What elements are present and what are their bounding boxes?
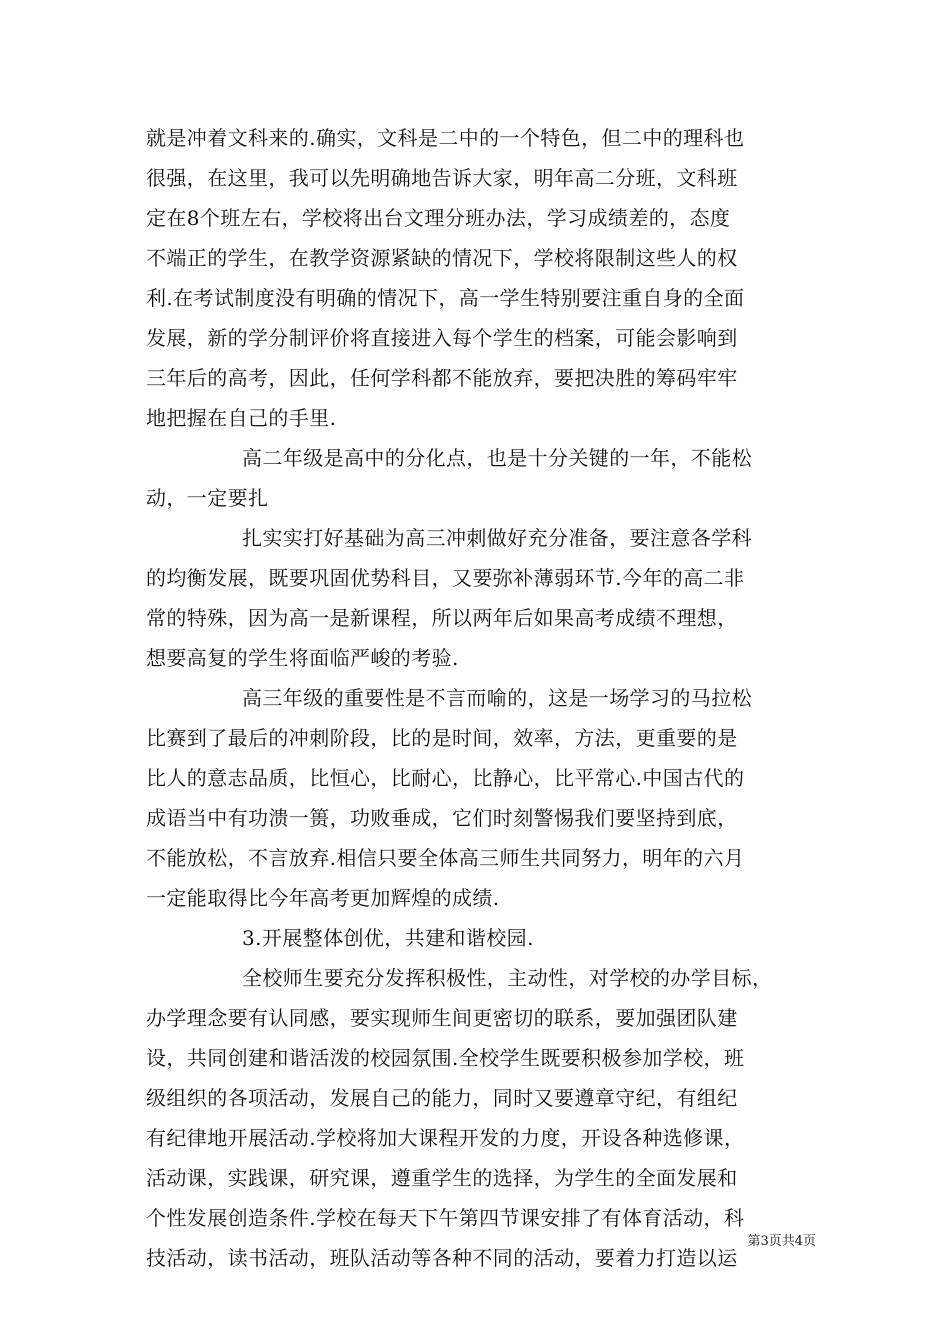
- text-line: 比人的意志品质，比恒心，比耐心，比静心，比平常心.中国古代的: [146, 766, 745, 790]
- body-text: [146, 118, 818, 1278]
- text-line: 利.在考试制度没有明确的情况下，高一学生特别要注重自身的全面: [146, 286, 745, 310]
- text-line: 常的特殊，因为高一是新课程，所以两年后如果高考成绩不理想，: [146, 606, 738, 630]
- text-line: 个性发展创造条件.学校在每天下午第四节课安排了有体育活动，科: [146, 1206, 745, 1230]
- text-line: 活动课，实践课，研究课，遵重学生的选择，为学生的全面发展和: [146, 1166, 738, 1190]
- text-line: 不端正的学生，在教学资源紧缺的情况下，学校将限制这些人的权: [146, 246, 738, 270]
- text-line: 想要高复的学生将面临严峻的考验.: [146, 646, 459, 670]
- text-line: 就是冲着文科来的.确实，文科是二中的一个特色，但二中的理科也: [146, 126, 745, 150]
- text-line: 成语当中有功溃一篑，功败垂成，它们时刻警惕我们要坚持到底，: [146, 806, 738, 830]
- text-line: 的均衡发展，既要巩固优势科目，又要弥补薄弱环节.今年的高二非: [146, 566, 745, 590]
- text-line: 三年后的高考，因此，任何学科都不能放弃，要把决胜的筹码牢牢: [146, 366, 738, 390]
- page-number: 第3页共4页: [747, 1234, 816, 1249]
- text-line: 很强，在这里，我可以先明确地告诉大家，明年高二分班，文科班: [146, 166, 738, 190]
- text-line: 发展，新的学分制评价将直接进入每个学生的档案，可能会影响到: [146, 326, 738, 350]
- text-line: 一定能取得比今年高考更加辉煌的成绩.: [146, 886, 500, 910]
- text-line: 技活动，读书活动，班队活动等各种不同的活动，要着力打造以运: [146, 1246, 738, 1270]
- paragraph-start-line: 高三年级的重要性是不言而喻的，这是一场学习的马拉松: [242, 686, 752, 710]
- text-line: 有纪律地开展活动.学校将加大课程开发的力度，开设各种选修课，: [146, 1126, 745, 1150]
- section-heading: 3.开展整体创优，共建和谐校园.: [242, 926, 534, 950]
- text-line: 级组织的各项活动，发展自己的能力，同时又要遵章守纪，有组纪: [146, 1086, 738, 1110]
- text-line: 办学理念要有认同感，要实现师生间更密切的联系，要加强团队建: [146, 1006, 738, 1030]
- text-line: 动，一定要扎: [146, 486, 269, 510]
- text-line: 比赛到了最后的冲刺阶段，比的是时间，效率，方法，更重要的是: [146, 726, 738, 750]
- paragraph-start-line: 高二年级是高中的分化点，也是十分关键的一年，不能松: [242, 446, 752, 470]
- paragraph-start-line: 扎实实打好基础为高三冲刺做好充分准备，要注意各学科: [242, 526, 752, 550]
- text-line: 设，共同创建和谐活泼的校园氛围.全校学生既要积极参加学校，班: [146, 1046, 745, 1070]
- text-line: 地把握在自己的手里.: [146, 406, 337, 430]
- text-line: 定在8个班左右，学校将出台文理分班办法，学习成绩差的，态度: [146, 206, 731, 230]
- text-line: 不能放松，不言放弃.相信只要全体高三师生共同努力，明年的六月: [146, 846, 745, 870]
- paragraph-start-line: 全校师生要充分发挥积极性，主动性，对学校的办学目标，: [242, 966, 773, 990]
